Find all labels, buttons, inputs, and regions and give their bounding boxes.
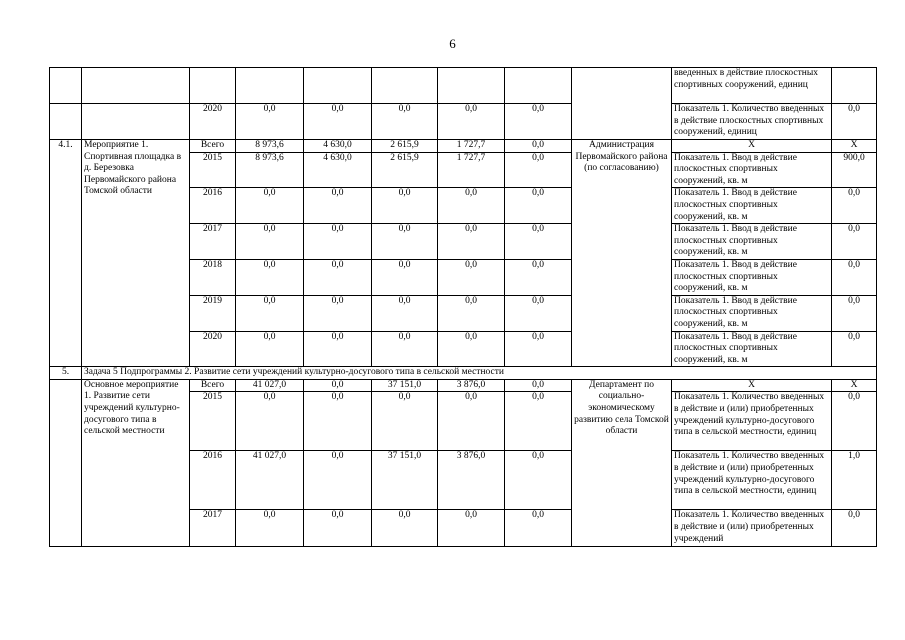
indicator-cell: Показатель 1. Ввод в действие плоскостных спортивных сооружений, кв. м	[672, 188, 832, 224]
table-row: 2018 0,0 0,0 0,0 0,0 0,0 Показатель 1. Ввод в действие плоскостных спортивных сооружений, кв. м 0,0	[50, 259, 877, 295]
table-row: 2015 8 973,6 4 630,0 2 615,9 1 727,7 0,0 Показатель 1. Ввод в действие плоскостных спортивных сооружений, кв. м 900,0	[50, 152, 877, 188]
activity-name: Мероприятие 1. Спортивная площадка в д. Березовка Первомайского района Томской области	[82, 140, 190, 367]
table-row: 4.1. Мероприятие 1. Спортивная площадка в д. Березовка Первомайского района Томской области Всего 8 973,6 4 630,0 2 615,9 1 727,7 0,0 Администрация Первомайского района (по согласованию) Х Х	[50, 140, 877, 153]
row-number: 5.	[50, 367, 82, 380]
indicator-cell: введенных в действие плоскостных спортивных сооружений, единиц	[672, 68, 832, 104]
table-row: 2017 0,0 0,0 0,0 0,0 0,0 Показатель 1. Количество введенных в действие и (или) приобретенных учреждений 0,0	[50, 510, 877, 547]
indicator-cell: Показатель 1. Ввод в действие плоскостных спортивных сооружений, кв. м	[672, 295, 832, 331]
table-row: 2016 41 027,0 0,0 37 151,0 3 876,0 0,0 Показатель 1. Количество введенных в действие и (или) приобретенных учреждений культурно-досугового типа в сельской местности, единиц 1,0	[50, 451, 877, 510]
table-row: 2020 0,0 0,0 0,0 0,0 0,0 Показатель 1. Количество введенных в действие плоскостных спортивных сооружений, единиц 0,0	[50, 104, 877, 140]
program-table	[49, 67, 877, 547]
indicator-cell: Показатель 1. Ввод в действие плоскостных спортивных сооружений, кв. м	[672, 259, 832, 295]
task-row	[50, 367, 877, 380]
table-row: 2020 0,0 0,0 0,0 0,0 0,0 Показатель 1. Ввод в действие плоскостных спортивных сооружений, кв. м 0,0	[50, 331, 877, 367]
table-row: 2015 0,0 0,0 0,0 0,0 0,0 Показатель 1. Количество введенных в действие и (или) приобретенных учреждений культурно-досугового типа в сельской местности, единиц 0,0	[50, 392, 877, 451]
table-row: 2019 0,0 0,0 0,0 0,0 0,0 Показатель 1. Ввод в действие плоскостных спортивных сооружений, кв. м 0,0	[50, 295, 877, 331]
indicator-cell: Показатель 1. Ввод в действие плоскостных спортивных сооружений, кв. м	[672, 152, 832, 188]
table-row: Основное мероприятие 1. Развитие сети учреждений культурно-досугового типа в сельской местности Всего 41 027,0 0,0 37 151,0 3 876,0 0,0 Департамент по социально-экономическому развитию села Томской области Х Х	[50, 379, 877, 392]
indicator-cell: Показатель 1. Количество введенных в действие плоскостных спортивных сооружений, единиц	[672, 104, 832, 140]
indicator-cell: Показатель 1. Количество введенных в действие и (или) приобретенных учреждений	[672, 510, 832, 547]
indicator-cell: Показатель 1. Ввод в действие плоскостных спортивных сооружений, кв. м	[672, 331, 832, 367]
table-row: 2016 0,0 0,0 0,0 0,0 0,0 Показатель 1. Ввод в действие плоскостных спортивных сооружений, кв. м 0,0	[50, 188, 877, 224]
indicator-cell: Показатель 1. Ввод в действие плоскостных спортивных сооружений, кв. м	[672, 224, 832, 260]
task-title: Задача 5 Подпрограммы 2. Развитие сети учреждений культурно-досугового типа в сельской местности	[82, 367, 877, 380]
executor-cell: Администрация Первомайского района (по согласованию)	[572, 140, 672, 367]
activity-name: Основное мероприятие 1. Развитие сети учреждений культурно-досугового типа в сельской местности	[82, 379, 190, 547]
page-number: 6	[449, 36, 456, 51]
indicator-cell: Показатель 1. Количество введенных в действие и (или) приобретенных учреждений культурно-досугового типа в сельской местности, единиц	[672, 392, 832, 451]
table-row	[50, 68, 877, 104]
table-row: 2017 0,0 0,0 0,0 0,0 0,0 Показатель 1. Ввод в действие плоскостных спортивных сооружений, кв. м 0,0	[50, 224, 877, 260]
indicator-cell: Показатель 1. Количество введенных в действие и (или) приобретенных учреждений культурно-досугового типа в сельской местности, единиц	[672, 451, 832, 510]
executor-cell: Департамент по социально-экономическому развитию села Томской области	[572, 379, 672, 547]
row-number: 4.1.	[50, 140, 82, 367]
